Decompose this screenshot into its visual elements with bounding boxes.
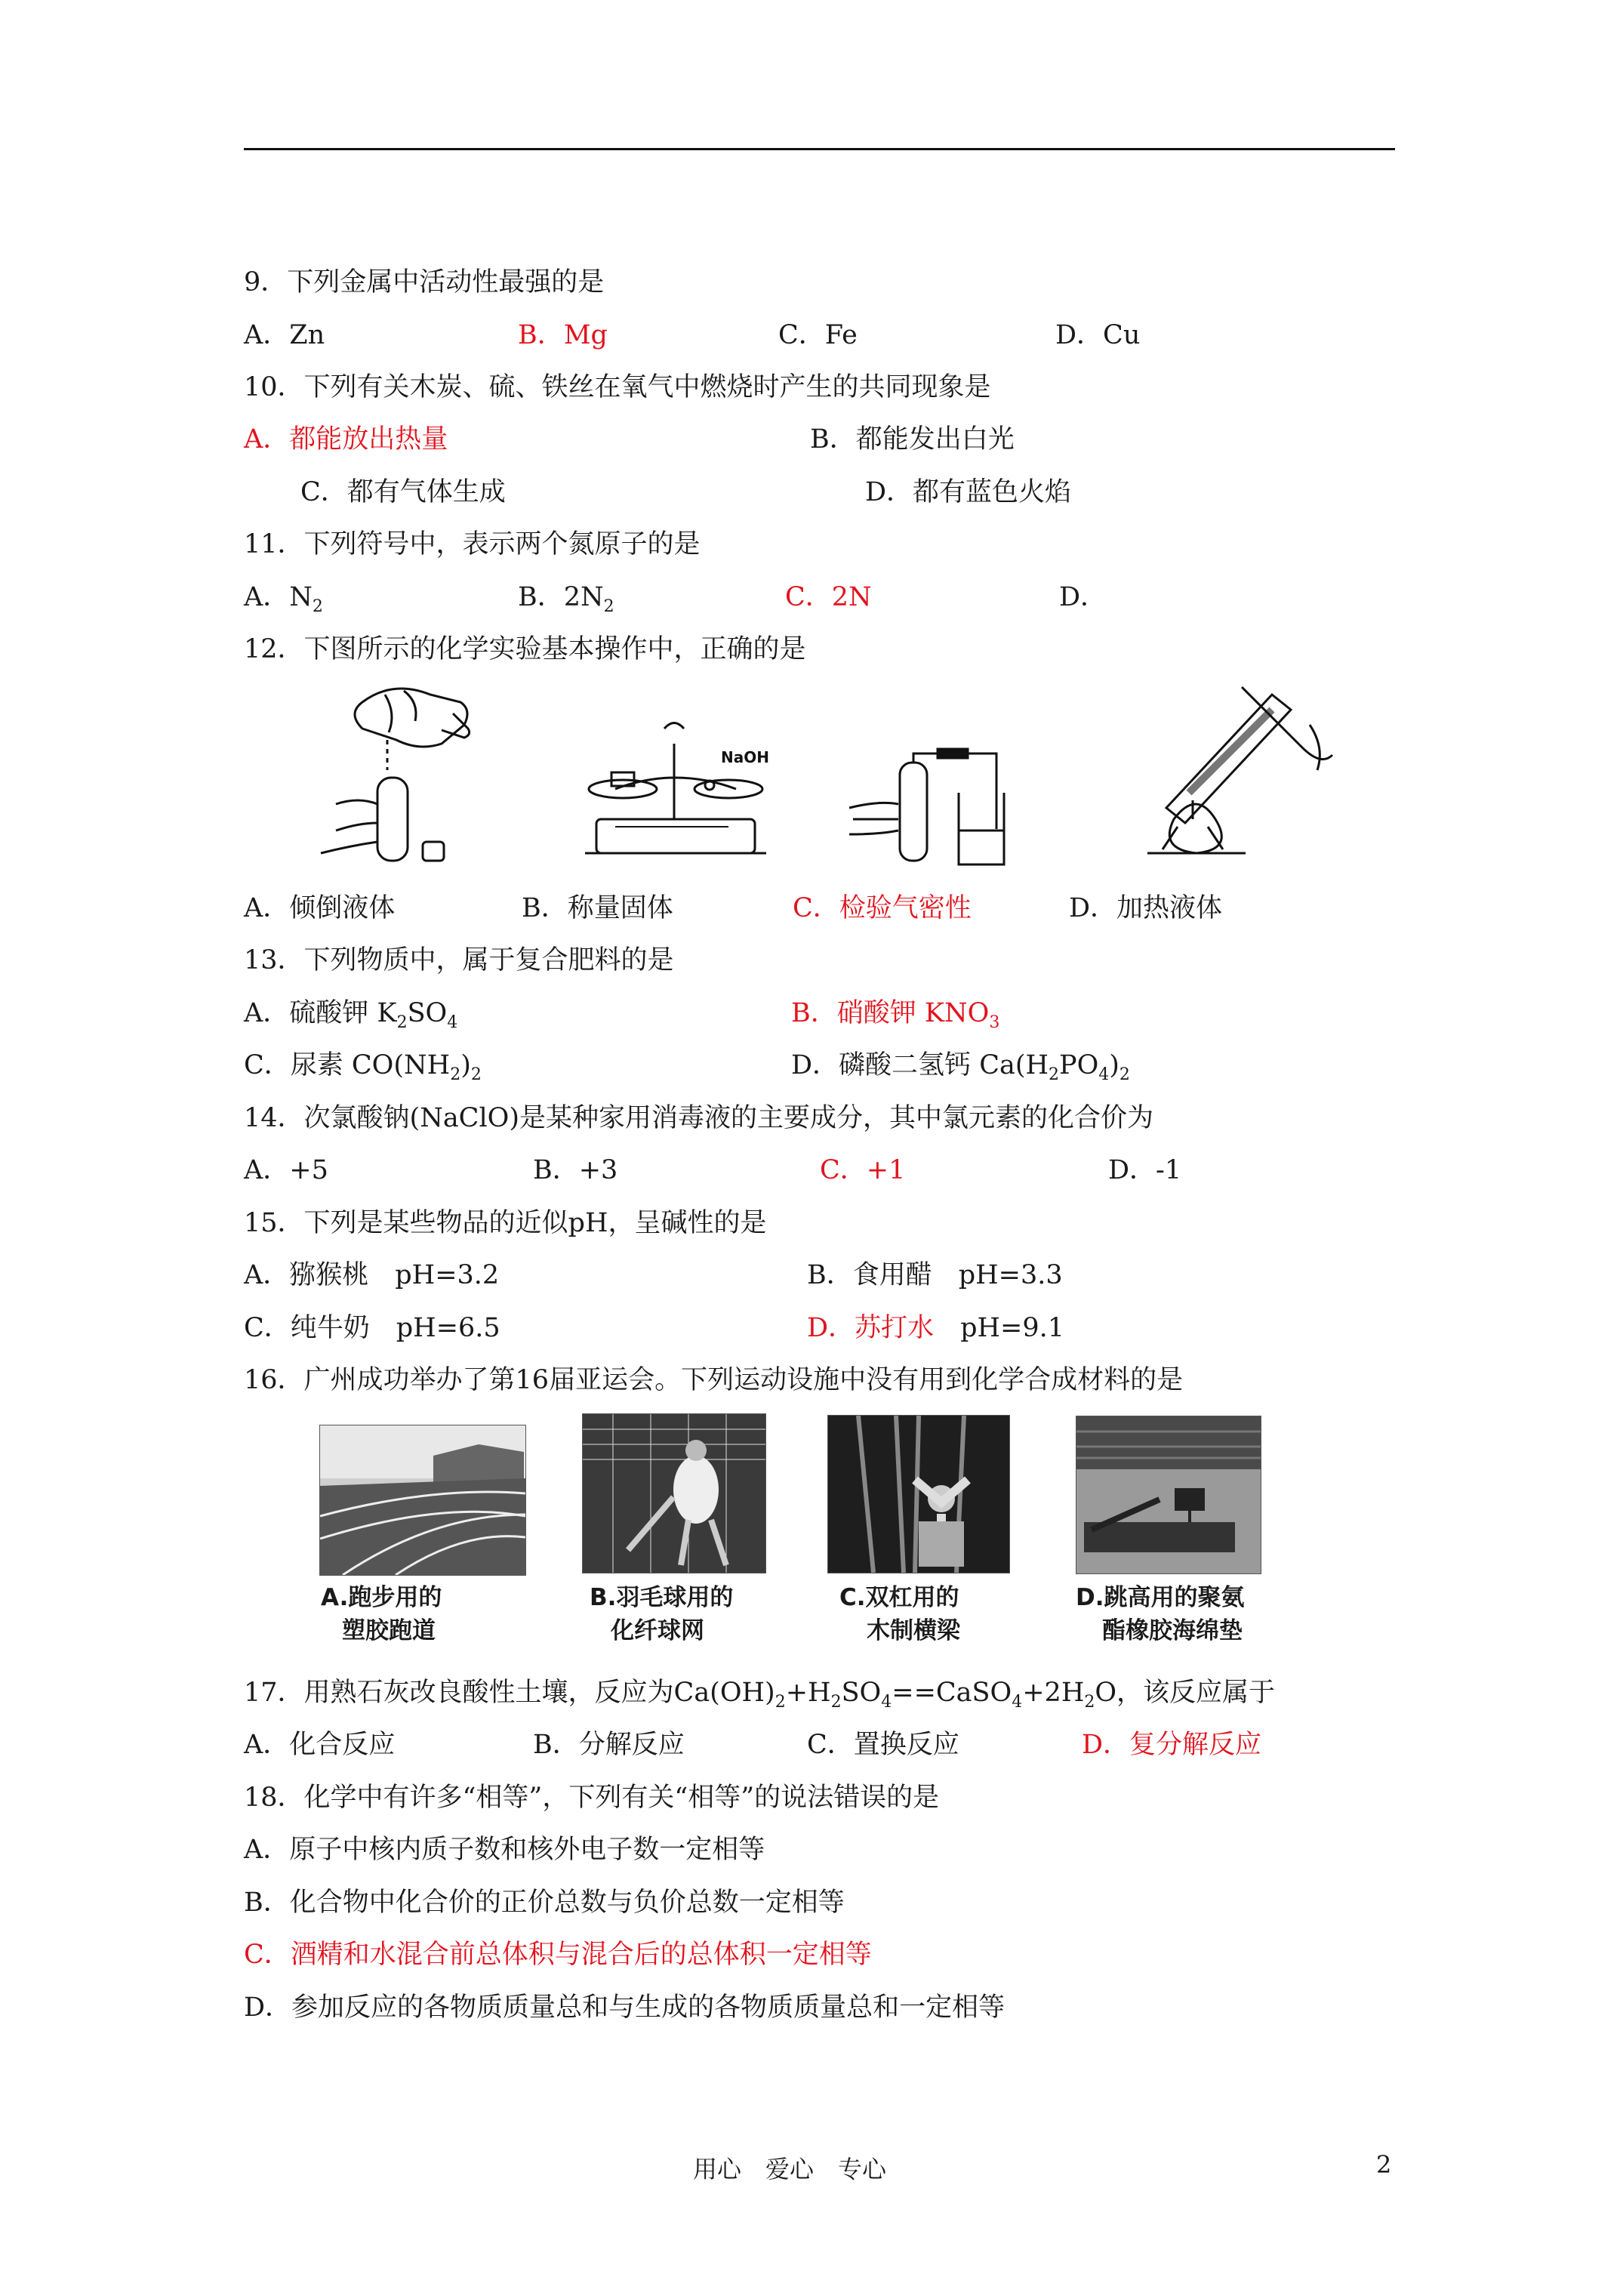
q14-option-b: B．+3 (533, 1155, 618, 1185)
q9-option-a: A．Zn (244, 320, 325, 350)
q17-option-c: C．置换反应 (807, 1730, 959, 1760)
q18-option-b: B．化合物中化合价的正价总数与负价总数一定相等 (244, 1888, 845, 1918)
q13-option-b: B．硝酸钾 $KNO_3$ (791, 998, 1000, 1032)
q13-option-a: A．硫酸钾 $K_2SO_4$ (244, 998, 458, 1032)
q14-option-d: D．-1 (1108, 1155, 1182, 1185)
q11-option-b: B．$2N_2$ (518, 582, 614, 616)
badminton-net-photo (582, 1413, 766, 1573)
q12-option-b: B．称量固体 (522, 893, 673, 923)
heating-liquid-figure (1144, 680, 1340, 868)
q15-stem: 15．下列是某些物品的近似pH，呈碱性的是 (244, 1208, 767, 1238)
q17-option-d: D．复分解反应 (1082, 1730, 1262, 1760)
q9-option-c: C．Fe (778, 320, 858, 350)
q14-stem: 14．次氯酸钠(NaClO)是某种家用消毒液的主要成分，其中氯元素的化合价为 (244, 1103, 1154, 1133)
q13-option-d: D．磷酸二氢钙 $Ca(H_2PO_4)_2$ (791, 1050, 1130, 1084)
q10-option-c: C．都有气体生成 (300, 477, 506, 507)
airtightness-figure (845, 747, 1008, 868)
running-track-photo (319, 1425, 526, 1576)
q17-stem: 17．用熟石灰改良酸性土壤，反应为$Ca(OH)_2+H_2SO_4==CaSO_4+2H_2O$，该反应属于 (244, 1678, 1276, 1712)
q11-option-a: A．$N_2$ (244, 582, 323, 616)
q12-option-a: A．倾倒液体 (244, 893, 396, 923)
q10-option-d: D．都有蓝色火焰 (865, 477, 1072, 507)
header-rule (244, 148, 1395, 150)
q13-stem: 13．下列物质中，属于复合肥料的是 (244, 945, 674, 975)
q10-option-a: A．都能放出热量 (244, 424, 448, 455)
q18-option-d: D．参加反应的各物质质量总和与生成的各物质质量总和一定相等 (244, 1992, 1006, 2023)
q11-option-c: C．2N (785, 582, 872, 612)
q11-stem: 11．下列符号中，表示两个氮原子的是 (244, 529, 701, 559)
q16-caption-d1: D.跳高用的聚氨 (1076, 1584, 1245, 1611)
q16-caption-a2: 塑胶跑道 (342, 1617, 436, 1644)
q18-option-a: A．原子中核内质子数和核外电子数一定相等 (244, 1835, 765, 1865)
parallel-bars-photo (827, 1415, 1010, 1573)
q10-option-b: B．都能发出白光 (810, 424, 1015, 455)
footer-motto: 用心 爱心 专心 (693, 2155, 887, 2184)
q9-stem: 9．下列金属中活动性最强的是 (244, 267, 605, 297)
q16-caption-d2: 酯橡胶海绵垫 (1102, 1617, 1243, 1644)
q17-option-a: A．化合反应 (244, 1730, 396, 1760)
q16-stem: 16．广州成功举办了第16届亚运会。下列运动设施中没有用到化学合成材料的是 (244, 1365, 1184, 1395)
q9-option-b: B．Mg (518, 320, 608, 350)
q12-stem: 12．下图所示的化学实验基本操作中，正确的是 (244, 634, 806, 664)
q16-caption-b1: B.羽毛球用的 (590, 1584, 734, 1611)
naoh-label: NaOH (721, 748, 769, 766)
q16-caption-b2: 化纤球网 (611, 1617, 704, 1644)
q14-option-a: A．+5 (244, 1155, 328, 1185)
q16-caption-a1: A.跑步用的 (321, 1584, 442, 1611)
high-jump-mat-photo (1076, 1416, 1261, 1574)
q16-caption-c1: C.双杠用的 (839, 1584, 959, 1611)
q18-stem: 18．化学中有许多“相等”，下列有关“相等”的说法错误的是 (244, 1783, 940, 1813)
q17-option-b: B．分解反应 (533, 1730, 685, 1760)
q15-option-a: A．猕猴桃 pH=3.2 (244, 1260, 500, 1290)
pouring-liquid-figure (306, 672, 494, 872)
q12-option-d: D．加热液体 (1069, 893, 1223, 923)
q13-option-c: C．尿素 $CO(NH_2)_2$ (244, 1050, 482, 1084)
q12-option-c: C．检验气密性 (793, 893, 972, 923)
q15-option-d: D．苏打水 pH=9.1 (807, 1313, 1064, 1343)
page-number: 2 (1376, 2150, 1392, 2179)
q18-option-c: C．酒精和水混合前总体积与混合后的总体积一定相等 (244, 1940, 872, 1970)
q9-option-d: D．Cu (1055, 320, 1141, 350)
q16-caption-c2: 木制横梁 (867, 1617, 960, 1644)
q11-option-d: D． (1059, 582, 1107, 612)
q15-option-c: C．纯牛奶 pH=6.5 (244, 1313, 500, 1343)
q10-stem: 10．下列有关木炭、硫、铁丝在氧气中燃烧时产生的共同现象是 (244, 372, 991, 402)
q15-option-b: B．食用醋 pH=3.3 (807, 1260, 1063, 1290)
q14-option-c: C．+1 (820, 1155, 906, 1185)
balance-figure (570, 706, 778, 868)
